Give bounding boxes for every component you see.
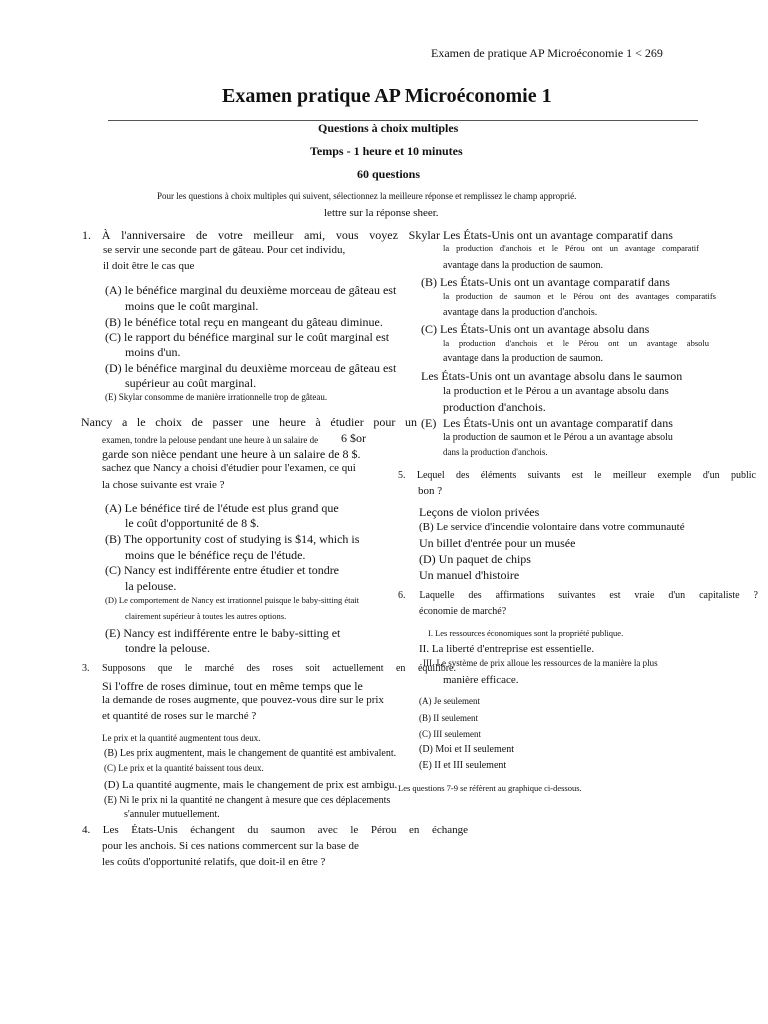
q5-option-d: (D) Un paquet de chips — [419, 552, 531, 566]
q3-stem-line-2: Si l'offre de roses diminue, tout en même temps que le — [102, 679, 363, 693]
q1-option-c-line-1: (C) le rapport du bénéfice marginal sur le coût marginal est — [105, 330, 390, 344]
time-heading: Temps - 1 heure et 10 minutes — [310, 144, 463, 158]
q2-option-b-line-1: (B) The opportunity cost of studying is $14, which is — [105, 532, 360, 546]
q3-option-c: (C) Le prix et la quantité baissent tous deux. — [104, 763, 264, 773]
q4-option-b-line-3: avantage dans la production d'anchois. — [443, 307, 598, 318]
q3-option-e-line-1: (E) Ni le prix ni la quantité ne changent à mesure que ces déplacements — [104, 795, 391, 806]
q4-option-e-line-1: Les États-Unis ont un avantage comparatif dans — [443, 416, 673, 430]
q2-stem-line-2b: 6 $or — [341, 431, 366, 445]
q4-option-a-line-2: la production d'anchois et le Pérou ont un avantage comparatif — [443, 243, 699, 253]
instructions-line-1: Pour les questions à choix multiples qui suivent, sélectionnez la meilleure réponse et remplissez le champ approprié. — [157, 191, 577, 201]
q3-option-d: (D) La quantité augmente, mais le changement de prix est ambigu. — [104, 779, 398, 791]
q6-statement-i: I. Les ressources économiques sont la propriété publique. — [428, 628, 624, 638]
section-heading: Questions à choix multiples — [318, 121, 459, 135]
q5-option-c: Un billet d'entrée pour un musée — [419, 536, 576, 550]
q6-statement-iii-line-1: III. Le système de prix alloue les ressources de la manière la plus — [423, 658, 658, 668]
q5-option-b: (B) Le service d'incendie volontaire dans votre communauté — [419, 521, 685, 533]
q4-option-e-label: (E) — [421, 416, 437, 430]
q1-option-a-line-2: moins que le coût marginal. — [125, 299, 259, 313]
q1-stem-line-3: il doit être le cas que — [103, 260, 195, 272]
q2-option-b-line-2: moins que le bénéfice reçu de l'étude. — [125, 548, 306, 562]
q4-option-c-line-3: avantage dans la production de saumon. — [443, 353, 603, 364]
q1-option-e: (E) Skylar consomme de manière irrationnelle trop de gâteau. — [105, 392, 328, 402]
q1-stem-line-2: se servir une seconde part de gâteau. Pour cet individu, — [103, 244, 346, 256]
q2-option-d-line-2: clairement supérieur à toutes les autres options. — [125, 611, 287, 621]
page-title: Examen pratique AP Microéconomie 1 — [222, 85, 552, 107]
q4-option-e-line-3: dans la production d'anchois. — [443, 447, 548, 457]
q1-option-a-line-1: (A) le bénéfice marginal du deuxième morceau de gâteau est — [105, 283, 397, 297]
q4-option-d-line-1: Les États-Unis ont un avantage absolu dans le saumon — [421, 369, 683, 383]
q4-stem-line-1: 4. Les États-Unis échangent du saumon avec le Pérou en échange — [82, 824, 468, 836]
q4-option-e-line-2: la production de saumon et le Pérou a un avantage absolu — [443, 432, 673, 443]
q4-option-c-line-2: la production d'anchois et le Pérou ont un avantage absolu — [443, 338, 709, 348]
q2-stem-line-1: Nancy a le choix de passer une heure à étudier pour un — [81, 415, 417, 429]
q6-stem-line-2: économie de marché? — [419, 606, 507, 617]
q1-option-c-line-2: moins d'un. — [125, 345, 181, 359]
q3-stem-line-1: 3. Supposons que le marché des roses soit actuellement en équilibre. — [82, 663, 456, 674]
q2-stem-line-4: sachez que Nancy a choisi d'étudier pour l'examen, ce qui — [102, 462, 356, 474]
q4-stem-line-3: les coûts d'opportunité relatifs, que doit-il en être ? — [102, 856, 326, 868]
q1-option-d-line-2: supérieur au coût marginal. — [125, 376, 257, 390]
q6-option-c: (C) III seulement — [419, 729, 481, 739]
q4-stem-line-2: pour les anchois. Si ces nations commercent sur la base de — [102, 840, 359, 852]
q6-option-d: (D) Moi et II seulement — [419, 744, 514, 755]
q1-option-b: (B) le bénéfice total reçu en mangeant du gâteau diminue. — [105, 315, 383, 329]
q2-option-a-line-1: (A) Le bénéfice tiré de l'étude est plus grand que — [105, 501, 339, 515]
q2-option-e-line-1: (E) Nancy est indifférente entre le baby-sitting et — [105, 626, 341, 640]
graph-reference-note: Les questions 7-9 se réfèrent au graphique ci-dessous. — [398, 783, 582, 793]
q2-option-d-line-1: (D) Le comportement de Nancy est irrationnel puisque le baby-sitting était — [105, 595, 359, 605]
q6-stem-line-1: 6. Laquelle des affirmations suivantes est vraie d'un capitaliste ? — [398, 590, 758, 601]
q2-stem-line-5: la chose suivante est vraie ? — [102, 479, 225, 491]
q5-option-a: Leçons de violon privées — [419, 505, 540, 519]
q5-option-e: Un manuel d'histoire — [419, 568, 520, 582]
q4-option-d-line-2: la production et le Pérou a un avantage absolu dans — [443, 385, 669, 397]
q1-option-d-line-1: (D) le bénéfice marginal du deuxième morceau de gâteau est — [105, 361, 397, 375]
q2-option-e-line-2: tondre la pelouse. — [125, 641, 210, 655]
q4-option-a-line-3: avantage dans la production de saumon. — [443, 260, 603, 271]
q6-statement-iii-line-2: manière efficace. — [443, 674, 519, 686]
q3-option-a: Le prix et la quantité augmentent tous deux. — [102, 733, 261, 743]
q4-option-c-line-1: (C) Les États-Unis ont un avantage absolu dans — [421, 322, 650, 336]
running-header: Examen de pratique AP Microéconomie 1 < 269 — [431, 46, 663, 60]
q2-option-c-line-1: (C) Nancy est indifférente entre étudier et tondre — [105, 563, 340, 577]
q5-stem-line-2: bon ? — [418, 485, 443, 497]
q1-stem-line-1: 1. À l'anniversaire de votre meilleur ami, vous voyez Skylar — [82, 228, 440, 242]
count-heading: 60 questions — [357, 167, 421, 181]
q2-option-a-line-2: le coût d'opportunité de 8 $. — [125, 516, 260, 530]
q4-option-d-line-3: production d'anchois. — [443, 400, 546, 414]
instructions-line-2: lettre sur la réponse sheer. — [324, 207, 439, 219]
q4-option-b-line-2: la production de saumon et le Pérou ont des avantages comparatifs — [443, 291, 716, 301]
q6-option-a: (A) Je seulement — [419, 696, 480, 706]
q3-option-e-line-2: s'annuler mutuellement. — [124, 809, 220, 820]
q4-option-a-line-1: Les États-Unis ont un avantage comparatif dans — [443, 228, 673, 242]
q2-option-c-line-2: la pelouse. — [125, 579, 177, 593]
q5-stem-line-1: 5. Lequel des éléments suivants est le meilleur exemple d'un public — [398, 470, 756, 481]
q2-stem-line-2a: examen, tondre la pelouse pendant une heure à un salaire de — [102, 435, 319, 445]
q3-stem-line-3: la demande de roses augmente, que pouvez-vous dire sur le prix — [102, 694, 384, 706]
q6-statement-ii: II. La liberté d'entreprise est essentielle. — [419, 643, 595, 655]
q6-option-e: (E) II et III seulement — [419, 760, 507, 771]
q6-option-b: (B) II seulement — [419, 713, 478, 723]
q3-option-b: (B) Les prix augmentent, mais le changement de quantité est ambivalent. — [104, 748, 397, 759]
q4-option-b-line-1: (B) Les États-Unis ont un avantage comparatif dans — [421, 275, 670, 289]
q2-stem-line-3: garde son nièce pendant une heure à un salaire de 8 $. — [102, 447, 361, 461]
q3-stem-line-4: et quantité de roses sur le marché ? — [102, 710, 257, 722]
